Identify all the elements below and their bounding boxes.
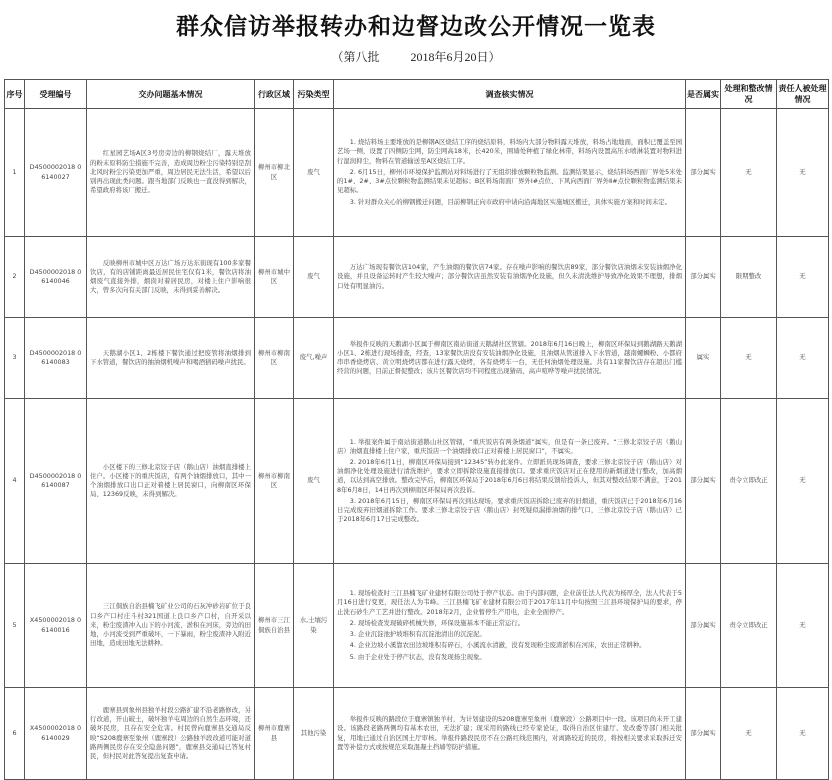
cell-responsible: 无 — [777, 318, 829, 399]
cell-findings — [334, 564, 686, 688]
cell-id: D4500002018 06140027 — [25, 109, 87, 237]
cell-pollution: 其他污染 — [294, 688, 334, 780]
finding-paragraph: 1. 烧结料场主要堆放的是柳钢A区烧结工序的烧结原料，料场内大部分物料露天堆放，料场占地地面，面积已覆盖至园艺场一侧，设置了四侧防尘网，防尘网高18米，长420米，围墙处种植了绿化林带，料场内设置高压水喷淋装置对物料进行湿润抑尘，物料在管道输送至A区烧结工序。 — [337, 138, 682, 165]
cell-responsible: 无 — [777, 109, 829, 237]
cell-region: 柳州市城中区 — [255, 237, 294, 318]
finding-paragraph: 1. 现场检查时三江县楠飞矿业建材有限公司处于停产状态。由于内部问题，企业前任法人代表为杨厚全，法人代表于5月16日进行变更，现任法人为韦峰。三江县楠飞矿业建材有限公司于2017年11月中旬按照三江县环境保护局的要求，停止洗石砂生产工艺并进行整改。2018年2月，企业暂停生产用电，企业全面停产。 — [337, 589, 682, 616]
cell-problem: 小区楼下的三修北京饺子店（鹅山店）油烟直排楼上住户。小区楼下的重庆饭店，有两个油烟排放口，其中一个油烟排放口出口正对着楼上居民窗口，向柳南区环保局、12369反映，未得到解决。 — [87, 399, 255, 564]
finding-paragraph: 4. 企业边坡小溪靠农田边坡堆积有碎石，小溪流水清澈，没有发现粉尘废渣淤积在河床，农田正常耕种。 — [349, 641, 646, 650]
cell-responsible: 无 — [777, 237, 829, 318]
cell-findings — [334, 237, 686, 318]
cell-action: 无 — [721, 109, 777, 237]
cell-id: D4500002018 06140087 — [25, 399, 87, 564]
cell-pollution: 废气 — [294, 109, 334, 237]
finding-paragraph: 举报件反映的天鹅湖小区属于柳南区南站街道天鹅湖社区管辖。2018年6月16日晚上，柳南区环保局到鹅湖路天鹅湖小区1、2栋进行现场排查，经查，13家餐饮店没有安装油烟净化设施，且油烟从管道排入下水管道，越南螺蛳粉、小都府串串香烧烤店、黄立明烧烤店都在进行露天烧烤，各有烧烤车一台，无任何油烟处理设施。共有11家餐饮店存在超出门槛经营的问题，目前正督促整改；该片区餐饮店均不同程度出现猜码、高声喧哗等噪声扰民情况。 — [337, 339, 682, 376]
header-findings: 调查核实情况 — [334, 80, 686, 109]
cell-responsible: 无 — [777, 564, 829, 688]
cell-id: X4500002018 06140029 — [25, 688, 87, 780]
cell-true: 部分属实 — [686, 237, 721, 318]
batch-label: （第八批 — [331, 50, 380, 64]
cell-responsible: 无 — [777, 688, 829, 780]
table-row — [5, 109, 829, 237]
cell-id: D4500002018 06140083 — [25, 318, 87, 399]
cell-region: 柳州市柳南区 — [255, 399, 294, 564]
cell-true: 部分属实 — [686, 564, 721, 688]
cell-pollution: 水,土壤污染 — [294, 564, 334, 688]
table-row — [5, 564, 829, 688]
table-row — [5, 318, 829, 399]
cell-region: 柳州市三江侗族自治县 — [255, 564, 294, 688]
table-row — [5, 399, 829, 564]
header-action: 处理和整改情况 — [721, 80, 777, 109]
cell-pollution: 废气,噪声 — [294, 318, 334, 399]
date-label: 2018年6月20日） — [410, 50, 501, 64]
header-responsible: 责任人被处理情况 — [777, 80, 829, 109]
cell-action: 无 — [721, 318, 777, 399]
cell-problem: 三江侗族自治县楠飞矿业公司的石灰冲砂岩矿位于良口乡产口村庄斗村321国道上良口乡产口村，自开采以来，粉尘废渣冲入山下的小河流，淤积在河床，旁边的田地，小河流受到严重破坏，一下暴雨，粉尘废渣冲入附近田地，造成田地无法耕种。 — [87, 564, 255, 688]
cell-pollution: 废气 — [294, 399, 334, 564]
cell-no: 3 — [5, 318, 25, 399]
finding-paragraph: 3. 针对群众关心的柳钢搬迁问题，目前柳钢正向市政府申请向沿海地区实施城区搬迁，具体实施方案和时间未定。 — [349, 197, 672, 206]
cell-problem: 天鹅湖小区1、2栋楼下餐饮通过把废管将油烟排到下水管道，餐饮店的抽油烟机噪声和喝酒猜码噪声扰民。 — [87, 318, 255, 399]
header-no: 序号 — [5, 80, 25, 109]
cell-region: 柳州市柳北区 — [255, 109, 294, 237]
header-problem: 交办问题基本情况 — [87, 80, 255, 109]
cell-no: 6 — [5, 688, 25, 780]
cell-id: D4500002018 06140046 — [25, 237, 87, 318]
cell-action: 责令立即改正 — [721, 564, 777, 688]
header-true: 是否属实 — [686, 80, 721, 109]
cell-action: 限期整改 — [721, 237, 777, 318]
cell-no: 1 — [5, 109, 25, 237]
header-id: 受理编号 — [25, 80, 87, 109]
cell-no: 5 — [5, 564, 25, 688]
cell-problem: 鹿寨县到象州县独羊村段公路扩建不沿老路修改，另行改道，开山破土，破坏独羊屯周边的自然生态环境，还破坏民房，且存在安全危害。村民曾向鹿寨县交通局反映“S208鹿寨至象州（鹿寨段）公路独羊段改道可能对道路两侧民房存在安全隐患问题”，鹿寨县交通局已答复村民，但村民对此答复提出复查申请。 — [87, 688, 255, 780]
finding-paragraph: 3. 2018年6月15日，柳南区环保局再次到达现场，要求重庆饭店拆除已废弃的旧烟道，重庆饭店已于2018年6月16日完成废弃旧烟道拆除工作。要求三修北京饺子店（鹅山店）封死疑似漏排油烟的排气口，三修北京饺子店（鹅山店）已于2018年6月17日完成整改。 — [337, 496, 682, 524]
cell-id: X4500002018 06140016 — [25, 564, 87, 688]
cell-true: 部分属实 — [686, 109, 721, 237]
finding-paragraph: 2. 现场检查发现破碎机械失修，环保设施基本不能正常运行。 — [349, 618, 525, 627]
table-header-row — [5, 80, 829, 109]
cell-region: 柳州市柳南区 — [255, 318, 294, 399]
cell-true: 部分属实 — [686, 688, 721, 780]
table-row — [5, 237, 829, 318]
cell-region: 柳州市鹿寨县 — [255, 688, 294, 780]
cell-problem: 红星园艺场A区3号房旁边的柳钢烧结厂，露天堆放的粉末原料防尘措施不完善，造成周边粉尘污染特别是刮北风时粉尘污染更加严重，周边居民无法生活，希望以后别再出现此类问题。跟当地部门反映也一直没得到解决，希望政府将该厂搬迁。 — [87, 109, 255, 237]
finding-paragraph: 举报件反映的路段位于鹿寨镇独羊村，为计划建设的S208鹿寨至象州（鹿寨段）公路项目中一段。该项目尚未开工建设。该路段老路两侧均有基本农田，无法扩建；现采用的路线已经专家论证，取得自治区住建厅、发改委等部门相关批复，用地已通过自治区国土厅审核。举报件路段民房不在公路红线范围内，对离路较近的民房，将按相关要求采取拆迁安置等补偿方式或按规范采取混凝土挡墙等防护措施。 — [337, 715, 682, 751]
table-row — [5, 688, 829, 780]
cell-findings — [334, 318, 686, 399]
complaint-table — [4, 79, 829, 780]
finding-paragraph: 2. 2018年6月1日，柳南区环保局接到“12345”转办此案件。立即派员现场调查，要求三修北京饺子店（鹅山店）对油烟净化处理设施进行清洗维护，要求立即拆除设施直接排放口。要求重庆饭店对正在使用的新烟道进行整改，加高烟道，以达到高空排放。整改完毕后，柳南区环保局于2018年6月6日将结果反馈给投诉人，但其对整改结果不满意，于2018年6月8日，14日再次到柳南区环保局再次投诉。 — [337, 457, 682, 494]
finding-paragraph: 5. 由于企业处于停产状态，没有发现扬尘现象。 — [349, 652, 486, 661]
finding-paragraph: 1. 举报案件属于南站街道鹅山社区管辖，“重庆饭店有两条烟道”属实，但是有一条已废弃。“三修北京饺子店（鹅山店）油烟直排楼上住户家，重庆饭店一个油烟排放口正对着楼上居民窗口”，不属实。 — [337, 437, 682, 455]
cell-responsible: 无 — [777, 399, 829, 564]
cell-problem: 反映柳州市城中区万达广场万达东街现有100多家餐饮店，有的店铺距离最近居民住宅仅有1米，餐饮店将油烟废气直接外排，烟囱对着居民房，对楼上住户影响很大，曾多次向有关部门反映，未得到妥善解决。 — [87, 237, 255, 318]
cell-action: 责令立即改正 — [721, 399, 777, 564]
finding-paragraph: 2. 6月15日，柳州市环境保护监测站对料场进行了无组织排放颗粒物监测。监测结果显示，烧结料场西面厂界处5米处的1#、2#、3#点位颗粒物监测结果未见超标；B区料场南面厂界外Ⅰ#点位、下风向西面厂界外Ⅱ#点位颗粒物监测结果未见超标。 — [337, 167, 682, 195]
header-region: 行政区域 — [255, 80, 294, 109]
finding-paragraph: 万达广场现有餐饮店104家，产生油烟的餐饮店74家。存在噪声影响的餐饮店89家，部分餐饮店油烟未安装油烟净化设施，并且设备运转时产生较大噪声；部分餐饮店虽然安装有油烟净化设施，但久未清洗维护导致净化效果不理想，排烟口处有明显油污。 — [337, 263, 682, 290]
cell-true: 部分属实 — [686, 399, 721, 564]
page-title: 群众信访举报转办和边督边改公开情况一览表 — [176, 14, 656, 40]
cell-pollution: 废气 — [294, 237, 334, 318]
cell-findings — [334, 399, 686, 564]
cell-findings — [334, 688, 686, 780]
page-subtitle — [0, 48, 832, 65]
cell-action: 无 — [721, 688, 777, 780]
cell-no: 2 — [5, 237, 25, 318]
finding-paragraph: 3. 企业沉淀池护坡堆积有沉淀池清出的沉淀泥。 — [349, 630, 486, 639]
cell-true: 属实 — [686, 318, 721, 399]
cell-findings — [334, 109, 686, 237]
cell-no: 4 — [5, 399, 25, 564]
header-pollution: 污染类型 — [294, 80, 334, 109]
